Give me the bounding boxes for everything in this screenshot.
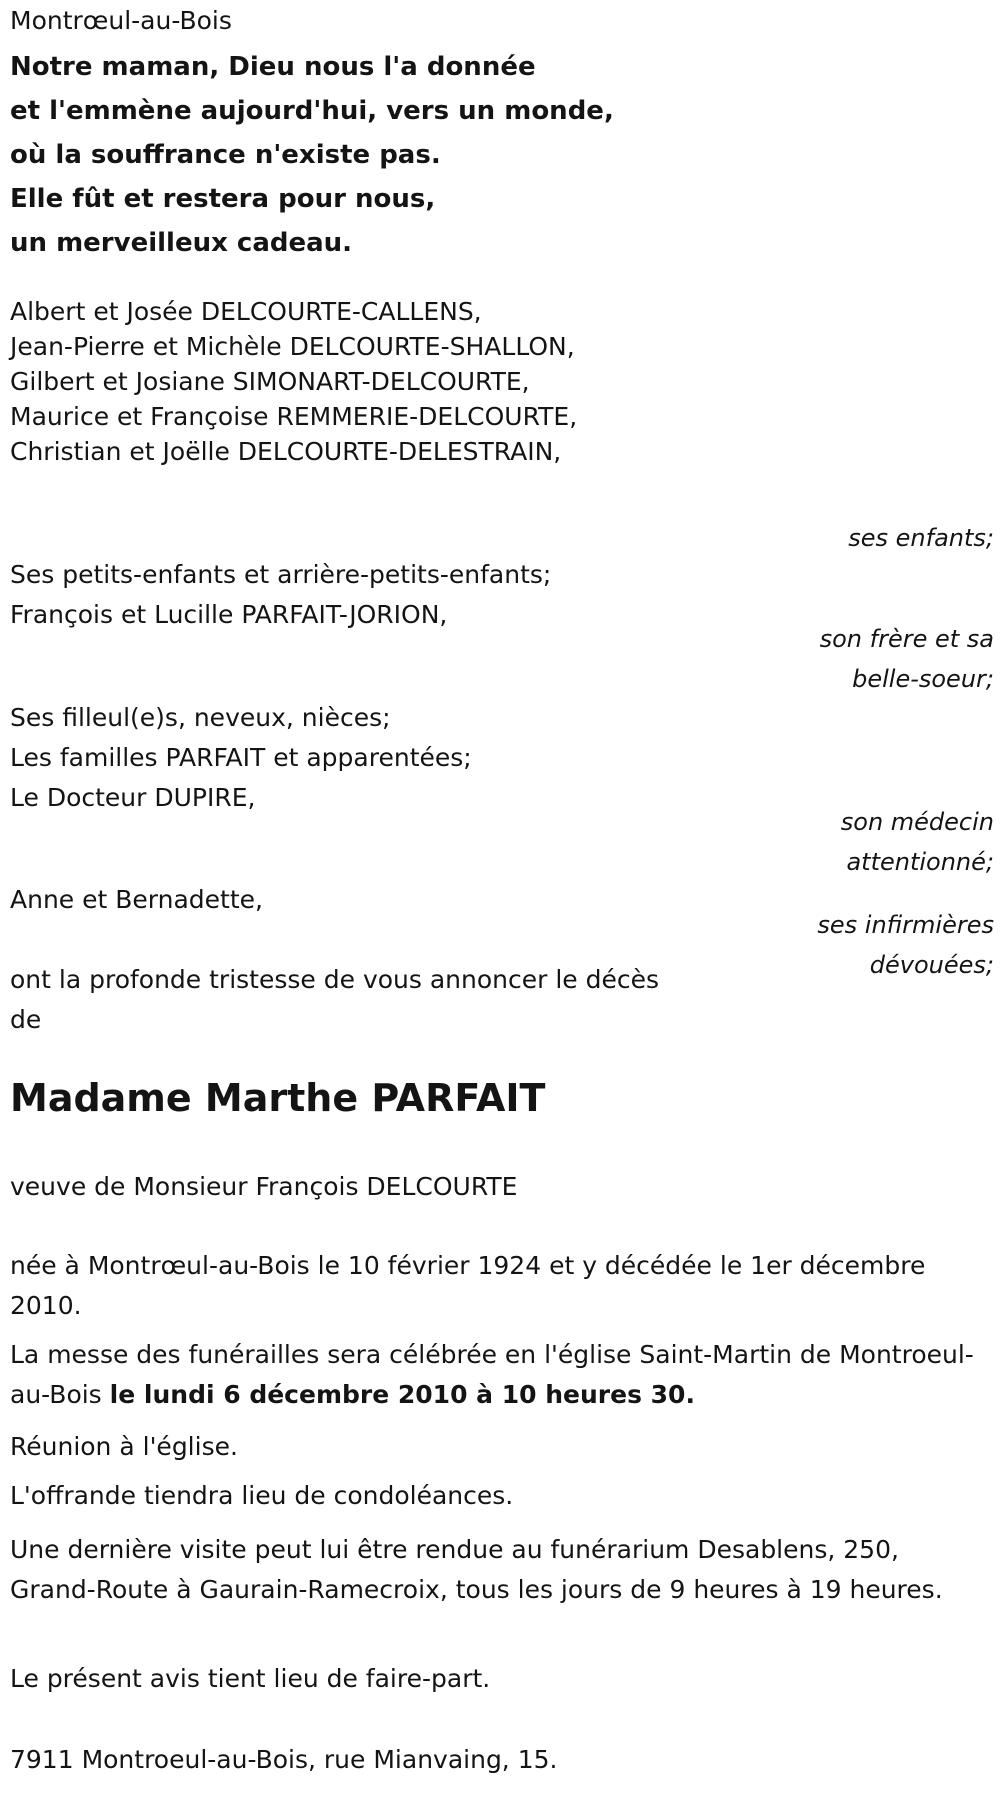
poem-line-4: Elle fût et restera pour nous, xyxy=(10,184,436,214)
mass-datetime: le lundi 6 décembre 2010 à 10 heures 30. xyxy=(109,1380,695,1409)
nurses: Anne et Bernadette, xyxy=(10,885,263,914)
child-4: Maurice et Françoise REMMERIE-DELCOURTE, xyxy=(10,402,578,431)
address: 7911 Montroeul-au-Bois, rue Mianvaing, 15. xyxy=(10,1745,558,1774)
announcement-line-2: de xyxy=(10,1005,42,1034)
nurses-role-2: dévouées; xyxy=(869,951,994,979)
families: Les familles PARFAIT et apparentées; xyxy=(10,743,472,772)
poem-line-1: Notre maman, Dieu nous l'a donnée xyxy=(10,52,536,82)
announcement-line-1: ont la profonde tristesse de vous annoncer le décès xyxy=(10,965,660,994)
meeting: Réunion à l'église. xyxy=(10,1432,238,1461)
mass-text: La messe des funérailles sera célébrée en l'église Saint-Martin de Montroeul-au-Bois xyxy=(10,1340,974,1409)
sibling: François et Lucille PARFAIT-JORION, xyxy=(10,600,448,629)
mass-info xyxy=(10,1335,990,1415)
notice: Le présent avis tient lieu de faire-part. xyxy=(10,1664,491,1693)
child-1: Albert et Josée DELCOURTE-CALLENS, xyxy=(10,297,482,326)
location-header: Montrœul-au-Bois xyxy=(10,6,232,35)
children-role: ses enfants; xyxy=(848,524,994,552)
doctor-role-2: attentionné; xyxy=(846,848,994,876)
sibling-role-2: belle-soeur; xyxy=(852,665,994,693)
godchildren: Ses filleul(e)s, neveux, nièces; xyxy=(10,703,391,732)
child-2: Jean-Pierre et Michèle DELCOURTE-SHALLON, xyxy=(10,332,575,361)
poem-line-2: et l'emmène aujourd'hui, vers un monde, xyxy=(10,96,614,126)
poem-line-5: un merveilleux cadeau. xyxy=(10,228,353,258)
doctor-role-1: son médecin xyxy=(840,808,994,836)
widow-of: veuve de Monsieur François DELCOURTE xyxy=(10,1172,518,1201)
grandchildren: Ses petits-enfants et arrière-petits-enfants; xyxy=(10,560,552,589)
birth-death: née à Montrœul-au-Bois le 10 février 1924 et y décédée le 1er décembre 2010. xyxy=(10,1251,926,1320)
poem-line-3: où la souffrance n'existe pas. xyxy=(10,140,441,170)
child-3: Gilbert et Josiane SIMONART-DELCOURTE, xyxy=(10,367,530,396)
doctor: Le Docteur DUPIRE, xyxy=(10,783,256,812)
sibling-role-1: son frère et sa xyxy=(819,625,994,653)
deceased-name: Madame Marthe PARFAIT xyxy=(10,1076,546,1120)
visit-info: Une dernière visite peut lui être rendue au funérarium Desablens, 250, Grand-Route à Gaurain-Ramecroix, tous les jours de 9 heures à 19 heures. xyxy=(10,1535,943,1604)
child-5: Christian et Joëlle DELCOURTE-DELESTRAIN, xyxy=(10,437,562,466)
nurses-role-1: ses infirmières xyxy=(817,911,994,939)
offering: L'offrande tiendra lieu de condoléances. xyxy=(10,1481,514,1510)
